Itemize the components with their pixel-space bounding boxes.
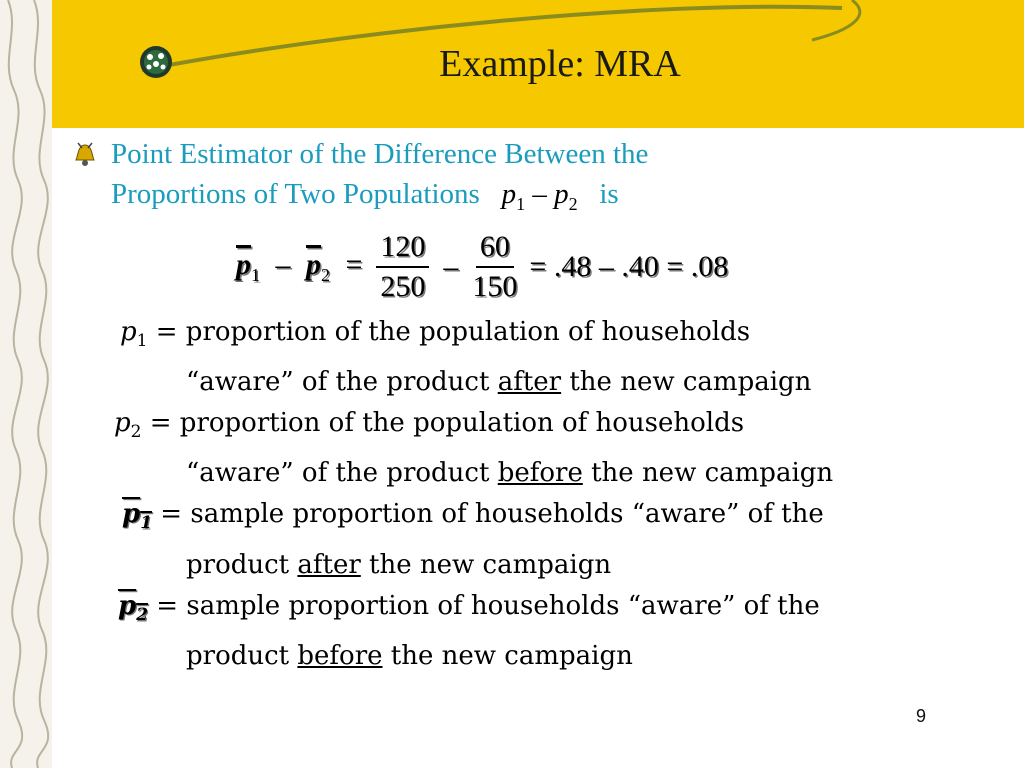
decorative-side-strip — [0, 0, 52, 768]
definition-p1-bar-pre: product — [186, 549, 298, 580]
heading-is: is — [599, 178, 619, 210]
definition-p1-line1 — [114, 312, 974, 362]
equation-minus: – — [443, 250, 459, 283]
fraction-1-denominator: 250 — [380, 270, 426, 303]
definition-p1-bar-post: the new campaign — [360, 549, 612, 580]
vine-pattern-icon — [0, 0, 52, 768]
definition-p1-bar-line2 — [114, 545, 974, 586]
definition-p1-post: the new campaign — [561, 367, 812, 398]
definition-p2-bar-text: = sample proportion of households “aware” of the — [156, 590, 820, 621]
definition-p2-bar-line2 — [114, 636, 974, 677]
fraction-2 — [472, 228, 517, 306]
fraction-2-numerator: 60 — [476, 228, 514, 268]
definition-p2-bar — [114, 586, 974, 677]
symbol-p2: $p_2$ — [114, 408, 142, 443]
heading-line-1: Point Estimator of the Difference Between the — [111, 138, 649, 170]
fraction-1 — [376, 228, 429, 306]
symbol-p1: $p_1$ — [120, 317, 148, 352]
definition-p1 — [114, 312, 974, 403]
definition-p2-bar-pre: product — [186, 640, 298, 671]
definition-p1-bar-line1 — [114, 494, 974, 544]
definition-p2 — [114, 403, 974, 494]
definition-p2-text: = proportion of the population of households — [149, 408, 745, 439]
definition-p2-underlined: before — [497, 458, 583, 489]
slide-title: Example: MRA — [439, 43, 681, 85]
fraction-1-numerator: 120 — [376, 228, 429, 268]
definition-p2-line1 — [114, 403, 974, 453]
symbol-p1-bar: $p_1$ — [122, 499, 153, 534]
symbol-p2-bar: $p_2$ — [118, 590, 149, 625]
equation-tail: = .48 – .40 = .08 — [529, 250, 729, 283]
definition-p1-text: = proportion of the population of households — [155, 317, 751, 347]
bullet-bell-icon — [72, 140, 98, 168]
heading-line-2 — [111, 174, 851, 224]
page-number: 9 — [916, 706, 927, 726]
definition-p1-pre: “aware” of the product — [186, 367, 498, 398]
definition-p1-underlined: after — [497, 367, 562, 398]
definition-p1-bar-text: = sample proportion of households “aware” of the — [160, 499, 824, 530]
fraction-2-denominator: 150 — [472, 270, 518, 303]
equation-lhs: $\overline{p}_1 - \overline{p}_2$ = — [236, 248, 363, 285]
definition-p1-line2 — [114, 362, 974, 403]
definition-p2-post: the new campaign — [582, 458, 834, 489]
definition-p2-line2 — [114, 453, 974, 494]
estimator-equation — [236, 224, 728, 310]
definitions-list — [114, 312, 974, 677]
definition-p1-bar-underlined: after — [297, 549, 361, 580]
definition-p2-bar-post: the new campaign — [382, 640, 633, 671]
definition-p1-bar — [114, 494, 974, 585]
definition-p2-pre: “aware” of the product — [186, 458, 498, 489]
definition-p2-bar-underlined: before — [297, 640, 383, 671]
heading-line-2-text: Proportions of Two Populations — [111, 178, 480, 210]
heading-math-expression: $p_1 - p_2$ — [501, 178, 578, 214]
globe-logo-icon — [138, 44, 174, 80]
definition-p2-bar-line1 — [114, 586, 974, 636]
section-heading — [111, 134, 851, 224]
